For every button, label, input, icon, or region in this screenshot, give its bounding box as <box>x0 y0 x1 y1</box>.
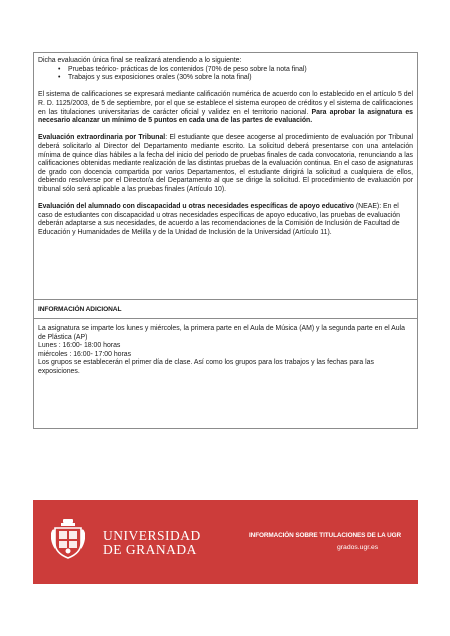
grading-system-text: El sistema de calificaciones se expresará mediante calificación numérica de acuerdo con lo establecido en el artículo 5 del R. D. 1125/2003, de 5 de septiembre, por el que se establece el sistema europeo de créditos y el sistema de calificaciones en las titulaciones universitarias de carácter oficial y validez en el territorio nacional. <box>38 91 413 116</box>
evaluation-section <box>33 52 418 299</box>
additional-info-heading: INFORMACIÓN ADICIONAL <box>33 299 418 319</box>
groups-note: Los grupos se establecerán el primer día de clase. Así como los grupos para los trabajos y las fechas para las exposiciones. <box>38 359 374 375</box>
additional-info-section <box>33 319 418 429</box>
tribunal-paragraph <box>38 134 413 194</box>
university-name-line2: DE GRANADA <box>103 542 197 557</box>
evaluation-criteria-list <box>38 66 413 83</box>
footer-banner <box>33 500 418 584</box>
neae-text: (NEAE): En el caso de estudiantes con discapacidad u otras necesidades específicas de apoyo educativo, las pruebas de evaluación deberán adaptarse a sus necesidades, de acuerdo a las recomendaciones de la Comisión de Inclusión de Facultad de Educación y Humanidades de Melilla y de la Unidad de Inclusión de la Universidad (Artículo 11). <box>38 203 400 236</box>
schedule-monday: Lunes : 16:00- 18:00 horas <box>38 342 121 350</box>
schedule-description: La asignatura se imparte los lunes y miércoles, la primera parte en el Aula de Música (AM) y la segunda parte en el Aula de Plástica (AP) <box>38 325 405 341</box>
list-item: • Pruebas teórico- prácticas de los contenidos (70% de peso sobre la nota final) <box>58 66 413 75</box>
evaluation-intro: Dicha evaluación única final se realizará atendiendo a lo siguiente: <box>38 57 242 64</box>
degrees-url-link[interactable]: grados.ugr.es <box>337 544 379 551</box>
list-item: • Trabajos y sus exposiciones orales (30% sobre la nota final) <box>58 74 413 83</box>
university-crest-icon <box>51 519 85 559</box>
degrees-info-text: INFORMACIÓN SOBRE TITULACIONES DE LA UGR <box>249 532 401 539</box>
grading-system-paragraph <box>38 91 413 125</box>
neae-paragraph <box>38 203 413 237</box>
neae-title: Evaluación del alumnado con discapacidad u otras necesidades específicas de apoyo educativo <box>38 203 354 211</box>
tribunal-title: Evaluación extraordinaria por Tribunal <box>38 134 166 142</box>
page-content <box>33 52 418 429</box>
pass-requirement-text: Para aprobar la asignatura es necesario alcanzar un mínimo de 5 puntos en cada una de las partes de evaluación. <box>38 108 413 125</box>
schedule-wednesday: miércoles : 16:00- 17:00 horas <box>38 350 132 358</box>
university-name-line1: UNIVERSIDAD <box>103 528 201 543</box>
tribunal-text: : El estudiante que desee acogerse al procedimiento de evaluación por Tribunal deberá solicitarlo al Director del Departamento mediante escrito. La solicitud deberá presentarse con una antelación mínima de quince días hábiles a la fecha del inicio del periodo de pruebas finales de cada convocatoria, renunciando a las calificaciones obtenidas mediante realización de las distintas pruebas de la evaluación continua. En el caso de asignaturas de grado con docencia compartida por varios Departamentos, el estudiante dirigirá la solicitud a cualquiera de ellos, debiendo resolverse por el Director/a del Departamento al que se dirige la solicitud. El procedimiento de evaluación por tribunal sólo será aplicable a las pruebas finales (Artículo 10). <box>38 134 414 193</box>
